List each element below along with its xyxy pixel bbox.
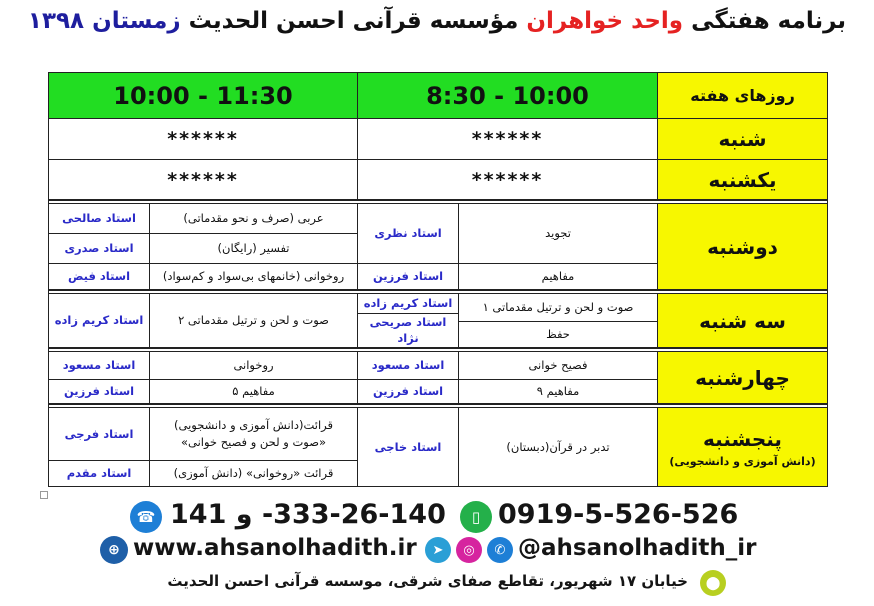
sunday-slot-1: ****** bbox=[357, 160, 657, 199]
location-pin-icon: ⬤ bbox=[700, 570, 726, 596]
wednesday-s1-subject-1: فصیح خوانی bbox=[528, 358, 588, 373]
whatsapp-icon[interactable]: ✆ bbox=[487, 537, 513, 563]
footer-online bbox=[0, 533, 874, 567]
thursday-s2-subject-2: قرائت «روخوانی» (دانش آموزی) bbox=[150, 460, 357, 486]
wednesday-s2-subject-2: مفاهیم ۵ bbox=[150, 379, 357, 403]
tuesday-s1-teacher-2: استاد صریحی نژاد bbox=[358, 313, 458, 347]
monday-slot-1 bbox=[357, 204, 657, 289]
mobile-number: 0919-5-526-526 bbox=[498, 499, 739, 530]
page-title bbox=[0, 8, 874, 34]
globe-icon: ⊕ bbox=[100, 536, 128, 564]
mobile-phone-icon: ▯ bbox=[460, 501, 492, 533]
title-part-program: برنامه هفتگی bbox=[691, 8, 847, 34]
thursday-slot-2 bbox=[49, 408, 357, 486]
sunday-slot-2: ****** bbox=[167, 168, 239, 191]
title-part-unit: واحد خواهران bbox=[526, 8, 684, 34]
telephone-icon: ☎ bbox=[130, 501, 162, 533]
instagram-icon[interactable]: ◎ bbox=[456, 537, 482, 563]
day-sunday: یکشنبه bbox=[657, 160, 827, 199]
tuesday-s2-teacher-1: استاد کریم زاده bbox=[54, 313, 144, 328]
wednesday-s1-teacher-2: استاد فرزین bbox=[358, 379, 458, 403]
monday-s2-teacher-2: استاد صدری bbox=[49, 233, 149, 263]
footer-phones bbox=[0, 497, 874, 537]
day-saturday: شنبه bbox=[657, 119, 827, 159]
table-header-row bbox=[49, 73, 827, 119]
tuesday-s1-subject-2: حفظ bbox=[459, 321, 657, 347]
weekly-schedule-table bbox=[48, 72, 828, 487]
telegram-icon[interactable]: ➤ bbox=[425, 537, 451, 563]
wednesday-s2-teacher-2: استاد فرزین bbox=[49, 379, 149, 403]
tuesday-s2-subject-1: صوت و لحن و ترتیل مقدماتی ۲ bbox=[178, 313, 329, 328]
day-tuesday: سه شنبه bbox=[657, 294, 827, 347]
row-saturday bbox=[49, 119, 827, 160]
header-days-label: روزهای هفته bbox=[657, 73, 827, 118]
monday-s2-subject-3: روخوانی (خانمهای بی‌سواد و کم‌سواد) bbox=[150, 263, 357, 289]
row-sunday bbox=[49, 160, 827, 200]
thursday-slot-1 bbox=[357, 408, 657, 486]
monday-s1-subject-1: تجوید bbox=[545, 226, 571, 241]
day-thursday bbox=[657, 408, 827, 486]
thursday-s1-subject-1: تدبر در قرآن(دبستان) bbox=[506, 439, 610, 454]
monday-s2-teacher-3: استاد فیض bbox=[49, 263, 149, 289]
monday-s2-teacher-1: استاد صالحی bbox=[62, 211, 136, 226]
wednesday-slot-1 bbox=[357, 352, 657, 403]
header-slot-1: 8:30 - 10:00 bbox=[357, 73, 657, 118]
thursday-s2-subject-1 bbox=[150, 408, 357, 460]
row-monday bbox=[49, 200, 827, 290]
saturday-slot-2: ****** bbox=[167, 128, 239, 150]
row-wednesday bbox=[49, 348, 827, 404]
monday-s1-subject-2: مفاهیم bbox=[459, 263, 657, 289]
tuesday-slot-1 bbox=[357, 294, 657, 347]
website-link[interactable]: www.ahsanolhadith.ir bbox=[133, 535, 417, 561]
thursday-s2-subject-1-line-2: «صوت و لحن و فصیح خوانی» bbox=[180, 435, 327, 449]
row-tuesday bbox=[49, 290, 827, 348]
tuesday-slot-2 bbox=[49, 294, 357, 347]
monday-slot-2 bbox=[49, 204, 357, 289]
monday-s1-teacher-1: استاد نظری bbox=[374, 226, 442, 241]
social-handle[interactable]: @ahsanolhadith_ir bbox=[518, 535, 757, 561]
thursday-s2-subject-1-line-1: قرائت(دانش آموزی و دانشجویی) bbox=[174, 418, 333, 433]
thursday-s2-teacher-1: استاد فرجی bbox=[64, 426, 134, 441]
tuesday-s1-subject-1: صوت و لحن و ترتیل مقدماتی ۱ bbox=[482, 300, 634, 315]
landline-numbers: 333-26-140- و 141 bbox=[170, 499, 446, 530]
day-thursday-sublabel: (دانش آموزی و دانشجویی) bbox=[669, 454, 816, 468]
wednesday-s2-teacher-1: استاد مسعود bbox=[62, 358, 136, 373]
title-part-institute: مؤسسه قرآنی احسن الحدیث bbox=[188, 8, 519, 34]
saturday-slot-1: ****** bbox=[357, 119, 657, 159]
day-thursday-label: پنجشنبه bbox=[703, 426, 782, 451]
header-slot-2: 10:00 - 11:30 bbox=[49, 73, 357, 118]
day-wednesday: چهارشنبه bbox=[657, 352, 827, 403]
monday-s2-subject-2: تفسیر (رایگان) bbox=[150, 233, 357, 263]
wednesday-s2-subject-1: روخوانی bbox=[233, 358, 274, 373]
wednesday-s1-subject-2: مفاهیم ۹ bbox=[459, 379, 657, 403]
thursday-s1-teacher-1: استاد خاجی bbox=[374, 439, 442, 454]
footer-address bbox=[0, 568, 874, 600]
wednesday-s1-teacher-1: استاد مسعود bbox=[371, 358, 445, 373]
title-part-season: زمستان ۱۳۹۸ bbox=[27, 8, 181, 34]
thursday-s2-teacher-2: استاد مقدم bbox=[49, 460, 149, 486]
address-text: خیابان ۱۷ شهریور، تقاطع صفای شرقی، موسسه قرآنی احسن الحدیث bbox=[167, 572, 688, 590]
monday-s2-subject-1: عربی (صرف و نحو مقدماتی) bbox=[183, 211, 324, 226]
tuesday-s1-teacher-1: استاد کریم زاده bbox=[363, 295, 453, 310]
day-monday: دوشنبه bbox=[657, 204, 827, 289]
row-thursday bbox=[49, 404, 827, 486]
monday-s1-teacher-2: استاد فرزین bbox=[358, 263, 458, 289]
wednesday-slot-2 bbox=[49, 352, 357, 403]
